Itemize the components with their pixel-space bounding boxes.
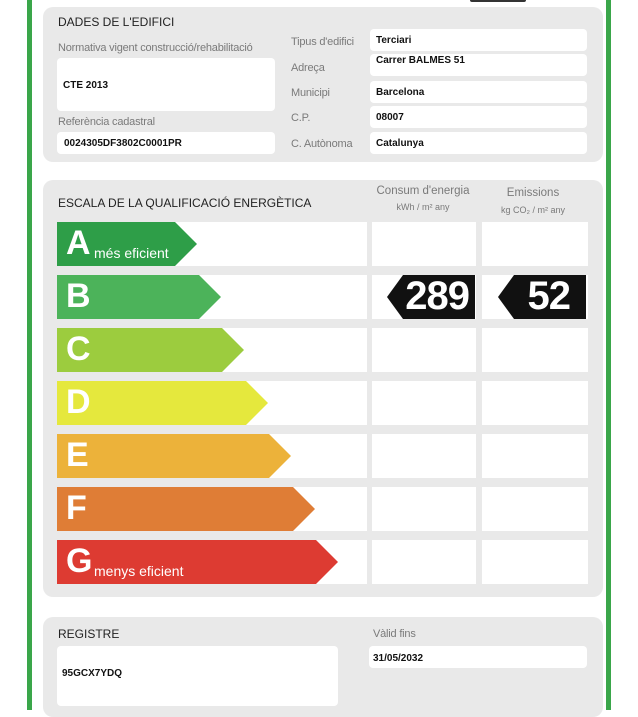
valid-box bbox=[369, 646, 587, 668]
registry-title: REGISTRE bbox=[58, 627, 120, 641]
class-arrow-shape bbox=[57, 487, 315, 531]
emissions-cell bbox=[482, 222, 588, 266]
emissions-rating-badge bbox=[498, 275, 586, 319]
energy-scale-panel bbox=[43, 180, 603, 597]
consum-cell bbox=[372, 540, 476, 584]
class-arrow-e bbox=[57, 434, 291, 478]
normativa-label: Normativa vigent construcció/rehabilitació bbox=[58, 42, 253, 54]
consum-cell bbox=[372, 434, 476, 478]
valid-value: 31/05/2032 bbox=[373, 653, 424, 664]
tipus-value: Terciari bbox=[376, 35, 412, 46]
municipi-box bbox=[370, 81, 587, 103]
consum-unit: kWh / m² any bbox=[396, 202, 450, 212]
class-arrow-shape bbox=[57, 434, 291, 478]
consum-cell bbox=[372, 381, 476, 425]
registry-value: 95GCX7YDQ bbox=[62, 668, 123, 679]
referencia-label: Referència cadastral bbox=[58, 116, 155, 128]
consum-cell bbox=[372, 328, 476, 372]
normativa-value: CTE 2013 bbox=[63, 80, 109, 91]
adreca-value: Carrer BALMES 51 bbox=[376, 55, 465, 66]
registry-box bbox=[57, 646, 338, 706]
registry-panel bbox=[43, 617, 603, 717]
class-letter: C bbox=[66, 330, 91, 368]
class-arrow-f bbox=[57, 487, 315, 531]
comunitat-label: C. Autònoma bbox=[291, 138, 353, 150]
class-arrow-c bbox=[57, 328, 244, 372]
emissions-header: Emissions bbox=[506, 187, 560, 199]
class-letter: F bbox=[66, 489, 87, 527]
municipi-label: Municipi bbox=[291, 87, 330, 99]
building-data-panel bbox=[43, 7, 603, 162]
top-logo-fragment bbox=[470, 0, 526, 2]
emissions-cell bbox=[482, 487, 588, 531]
emissions-cell bbox=[482, 434, 588, 478]
emissions-cell bbox=[482, 381, 588, 425]
tipus-label: Tipus d'edifici bbox=[291, 36, 354, 48]
consum-header: Consum d'energia bbox=[376, 185, 470, 197]
adreca-box bbox=[370, 54, 587, 76]
consum-cell bbox=[372, 487, 476, 531]
class-letter: E bbox=[66, 436, 89, 474]
comunitat-box bbox=[370, 132, 587, 154]
class-arrow-b bbox=[57, 275, 221, 319]
energy-scale-title: ESCALA DE LA QUALIFICACIÓ ENERGÈTICA bbox=[58, 196, 312, 210]
class-arrow-a bbox=[57, 222, 197, 266]
consum-rating-badge bbox=[387, 275, 475, 319]
normativa-box bbox=[57, 58, 275, 111]
class-description: menys eficient bbox=[94, 563, 184, 579]
adreca-label: Adreça bbox=[291, 62, 325, 74]
cp-label: C.P. bbox=[291, 112, 311, 124]
referencia-box bbox=[57, 132, 275, 154]
cp-value: 08007 bbox=[376, 112, 404, 123]
comunitat-value: Catalunya bbox=[376, 138, 424, 149]
cp-box bbox=[370, 106, 587, 128]
emissions-value: 52 bbox=[527, 274, 570, 318]
class-letter: G bbox=[66, 542, 93, 580]
class-letter: D bbox=[66, 383, 91, 421]
class-arrow-d bbox=[57, 381, 268, 425]
emissions-cell bbox=[482, 328, 588, 372]
class-letter: A bbox=[66, 224, 91, 262]
referencia-value: 0024305DF3802C0001PR bbox=[64, 138, 182, 149]
consum-cell bbox=[372, 222, 476, 266]
emissions-cell bbox=[482, 540, 588, 584]
class-description: més eficient bbox=[94, 245, 169, 261]
tipus-box bbox=[370, 29, 587, 51]
consum-value: 289 bbox=[405, 274, 469, 318]
class-arrow-g bbox=[57, 540, 338, 584]
valid-label: Vàlid fins bbox=[373, 628, 416, 640]
building-data-title: DADES DE L'EDIFICI bbox=[58, 15, 175, 29]
emissions-unit: kg CO₂ / m² any bbox=[500, 205, 565, 215]
class-letter: B bbox=[66, 277, 91, 315]
municipi-value: Barcelona bbox=[376, 87, 425, 98]
